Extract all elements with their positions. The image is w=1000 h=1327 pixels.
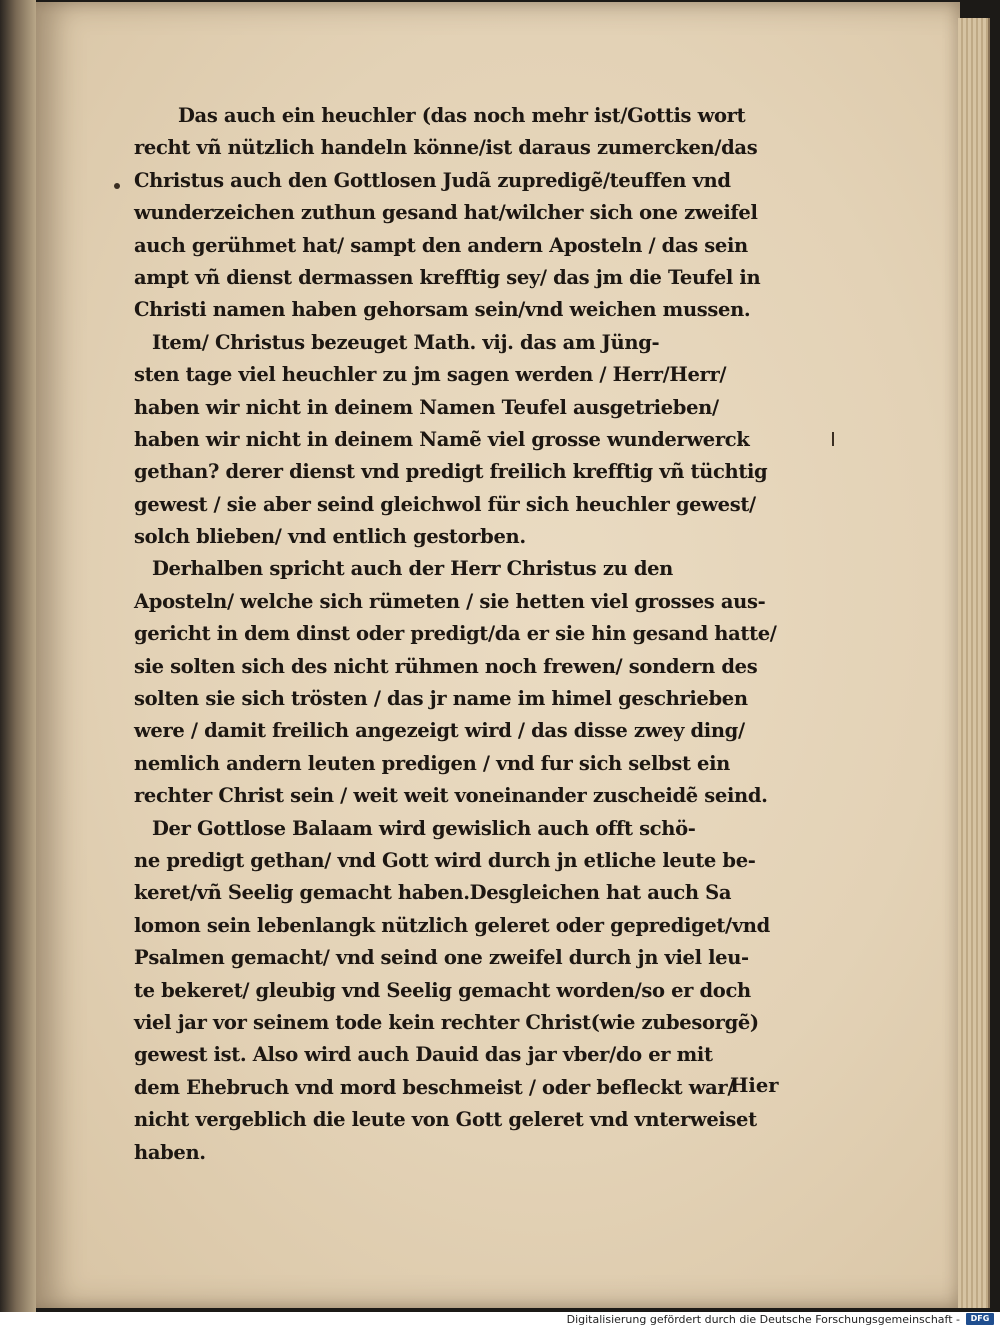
funding-credit: Digitalisierung gefördert durch die Deutsche Forschungsgemeinschaft - [566, 1313, 960, 1326]
text-line: auch gerühmet hat/ sampt den andern Aposteln / das sein [134, 233, 748, 257]
text-line: Der Gottlose Balaam wird gewislich auch offt schö- [152, 816, 696, 840]
text-line: Psalmen gemacht/ vnd seind one zweifel durch jn viel leu- [134, 946, 749, 970]
text-line: Derhalben spricht auch der Herr Christus zu den [152, 557, 674, 581]
text-line: solch blieben/ vnd entlich gestorben. [134, 525, 526, 549]
text-line: gewest ist. Also wird auch Dauid das jar vber/do er mit [134, 1043, 713, 1067]
text-line: dem Ehebruch vnd mord beschmeist / oder befleckt war/ [134, 1075, 735, 1099]
text-line: te bekeret/ gleubig vnd Seelig gemacht worden/so er doch [134, 978, 751, 1002]
text-line: sten tage viel heuchler zu jm sagen werden / Herr/Herr/ [134, 363, 727, 387]
text-line: ne predigt gethan/ vnd Gott wird durch jn etliche leute be- [134, 848, 756, 872]
text-line: Christus auch den Gottlosen Judã zupredigẽ/teuffen vnd [134, 168, 731, 192]
margin-tick [832, 432, 834, 446]
text-line: gewest / sie aber seind gleichwol für sich heuchler gewest/ [134, 492, 756, 516]
text-line: lomon sein lebenlangk nützlich geleret oder geprediget/vnd [134, 913, 770, 937]
text-line: sie solten sich des nicht rühmen noch frewen/ sondern des [134, 654, 758, 678]
text-line: Das auch ein heuchler (das noch mehr ist/Gottis wort [178, 104, 746, 127]
text-line: were / damit freilich angezeigt wird / das disse zwey ding/ [134, 719, 745, 743]
text-line: Christi namen haben gehorsam sein/vnd weichen mussen. [134, 298, 751, 322]
catchword: Hier [730, 1074, 779, 1097]
page-stack-edge [958, 18, 990, 1308]
text-line: nemlich andern leuten predigen / vnd fur sich selbst ein [134, 751, 730, 775]
text-line: Item/ Christus bezeuget Math. vij. das am Jüng- [152, 330, 660, 354]
text-line: Aposteln/ welche sich rümeten / sie hetten viel grosses aus- [134, 589, 766, 613]
text-line: gethan? derer dienst vnd predigt freilich krefftig vñ tüchtig [134, 460, 768, 484]
text-line: haben. [134, 1140, 206, 1164]
text-line: gericht in dem dinst oder predigt/da er sie hin gesand hatte/ [134, 622, 777, 646]
text-line: viel jar vor seinem tode kein rechter Christ(wie zubesorgẽ) [134, 1010, 759, 1034]
dfg-logo: DFG [966, 1313, 994, 1325]
text-line: haben wir nicht in deinem Namen Teufel ausgetrieben/ [134, 395, 719, 419]
page-text-block [100, 100, 800, 1169]
footer-bar [0, 1312, 1000, 1327]
text-line: haben wir nicht in deinem Namẽ viel grosse wunderwerck [134, 427, 750, 451]
text-line: nicht vergeblich die leute von Gott geleret vnd vnterweiset [134, 1108, 757, 1132]
text-line: solten sie sich trösten / das jr name im himel geschrieben [134, 687, 748, 711]
text-line: recht vñ nützlich handeln könne/ist daraus zumercken/das [134, 136, 758, 160]
text-line: keret/vñ Seelig gemacht haben.Desgleichen hat auch Sa [134, 881, 732, 905]
facing-page-edge [0, 0, 36, 1312]
text-line: wunderzeichen zuthun gesand hat/wilcher sich one zweifel [134, 201, 758, 225]
text-line: ampt vñ dienst dermassen krefftig sey/ das jm die Teufel in [134, 265, 761, 289]
text-line: rechter Christ sein / weit weit voneinander zuscheidẽ seind. [134, 784, 768, 808]
